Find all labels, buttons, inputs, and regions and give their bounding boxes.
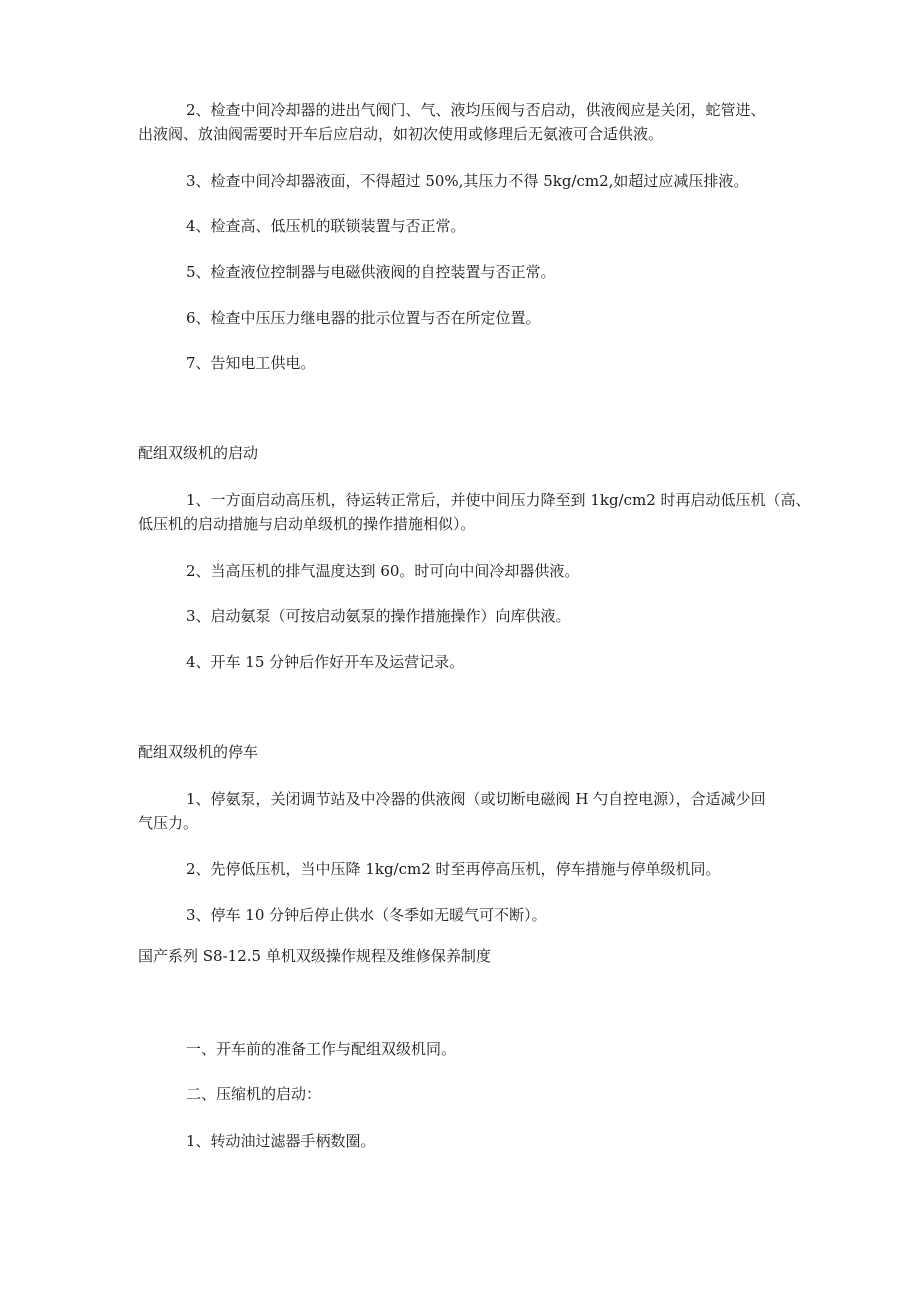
paragraph: 4、检查高、低压机的联锁装置与否正常。: [186, 217, 466, 235]
paragraph-line: 气压力。: [138, 814, 199, 832]
paragraph-line: 1、一方面启动高压机，待运转正常后，并使中间压力降至到 1kg/cm2 时再启动低压机（高、: [186, 491, 811, 509]
paragraph: 二、压缩机的启动：: [186, 1085, 322, 1103]
section-heading: 配组双级机的启动: [138, 444, 259, 462]
paragraph: 3、启动氨泵（可按启动氨泵的操作措施操作）向库供液。: [186, 607, 571, 625]
paragraph: 6、检查中压压力继电器的批示位置与否在所定位置。: [186, 309, 541, 327]
paragraph: 1、转动油过滤器手柄数圈。: [186, 1132, 376, 1150]
paragraph-line: 1、停氨泵，关闭调节站及中冷器的供液阀（或切断电磁阀 H 勺自控电源），合适减少回: [186, 790, 766, 808]
paragraph: 7、告知电工供电。: [186, 354, 316, 372]
section-heading: 配组双级机的停车: [138, 743, 259, 761]
paragraph: 5、检查液位控制器与电磁供液阀的自控装置与否正常。: [186, 263, 556, 281]
paragraph: 2、先停低压机，当中压降 1kg/cm2 时至再停高压机，停车措施与停单级机同。: [186, 860, 721, 878]
paragraph: 2、当高压机的排气温度达到 60。时可向中间冷却器供液。: [186, 562, 580, 580]
section-heading: 国产系列 S8-12.5 单机双级操作规程及维修保养制度: [138, 947, 491, 965]
paragraph: 4、开车 15 分钟后作好开车及运营记录。: [186, 653, 465, 671]
paragraph: 一、开车前的准备工作与配组双级机同。: [186, 1040, 457, 1058]
paragraph-line: 2、检查中间冷却器的进出气阀门、气、液均压阀与否启动，供液阀应是关闭，蛇管进、: [186, 101, 766, 119]
paragraph: 3、检查中间冷却器液面，不得超过 50%,其压力不得 5kg/cm2,如超过应减压排液。: [186, 172, 749, 190]
paragraph-line: 出液阀、放油阀需要时开车后应启动，如初次使用或修理后无氨液可合适供液。: [138, 125, 664, 143]
paragraph-line: 低压机的启动措施与启动单级机的操作措施相似）。: [138, 515, 476, 533]
paragraph: 3、停车 10 分钟后停止供水（冬季如无暖气可不断）。: [186, 906, 547, 924]
